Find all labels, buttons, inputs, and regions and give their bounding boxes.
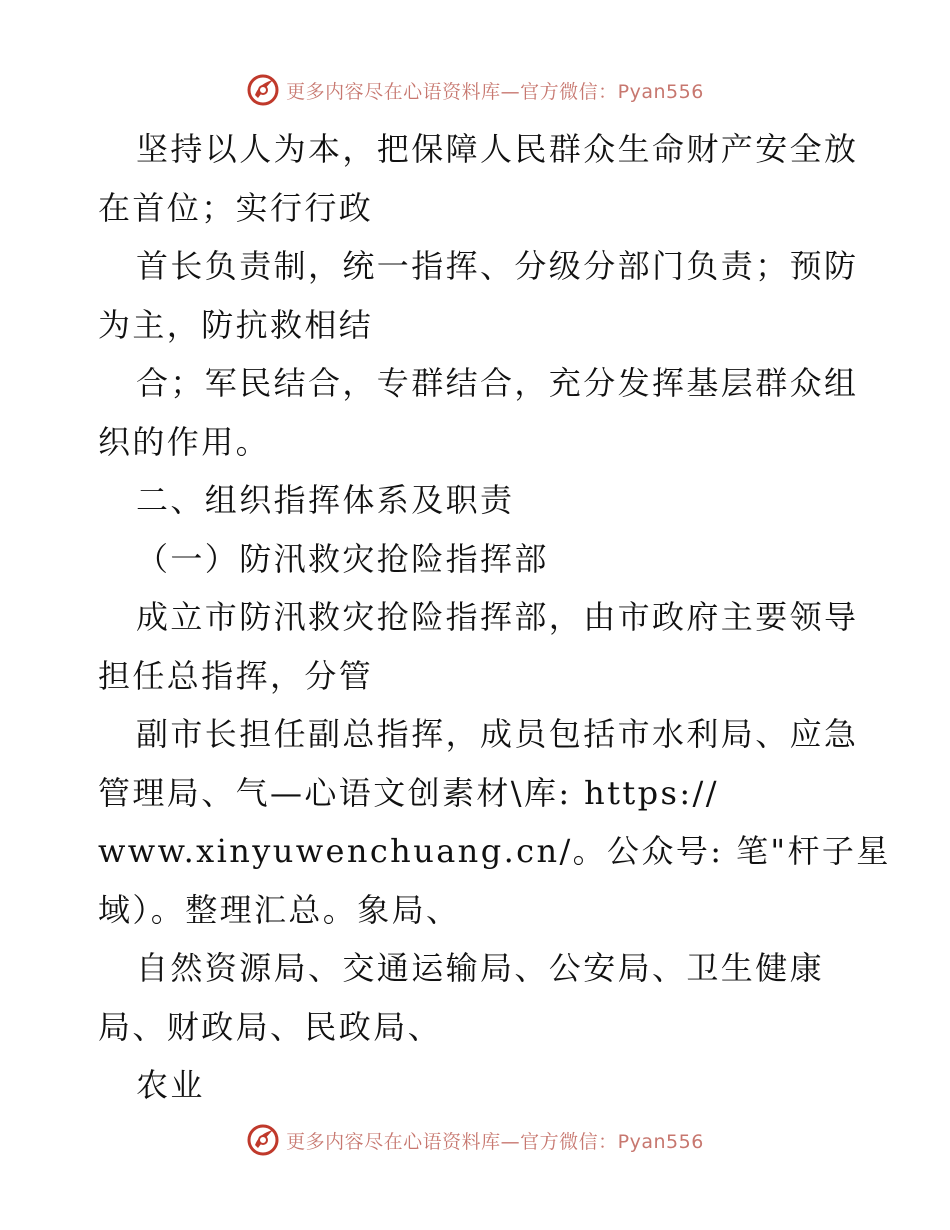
text-line: 域）。整理汇总。象局、 xyxy=(98,890,461,929)
footer-banner xyxy=(0,1120,950,1160)
text-line: www.xinyuwenchuang.cn/。公众号: 笔"杆子星 xyxy=(98,832,891,870)
text-line: 管理局、气—心语文创素材\库: https:// xyxy=(98,773,719,812)
text-line: 担任总指挥，分管 xyxy=(98,656,374,695)
text-line: 自然资源局、交通运输局、公安局、卫生健康 xyxy=(136,949,825,987)
header-banner-text: 更多内容尽在心语资料库—官方微信：Pyan556 xyxy=(286,80,704,103)
text-line: 首长负责制，统一指挥、分级分部门负责；预防 xyxy=(136,247,859,285)
header-banner xyxy=(0,70,950,110)
text-line: 二、组织指挥体系及职责 xyxy=(136,481,515,519)
brush-logo-icon xyxy=(246,1123,280,1157)
text-line: 织的作用。 xyxy=(98,422,271,461)
text-line: 为主，防抗救相结 xyxy=(98,305,374,344)
document-body xyxy=(98,120,891,1115)
text-line: 成立市防汛救灾抢险指挥部，由市政府主要领导 xyxy=(136,598,859,636)
text-line: （一）防汛救灾抢险指挥部 xyxy=(136,539,549,578)
text-line: 合；军民结合，专群结合，充分发挥基层群众组 xyxy=(136,364,859,402)
footer-banner-text: 更多内容尽在心语资料库—官方微信：Pyan556 xyxy=(286,1130,704,1153)
text-line: 农业 xyxy=(136,1066,205,1104)
text-line: 在首位；实行行政 xyxy=(98,188,374,227)
text-line: 局、财政局、民政局、 xyxy=(98,1007,443,1046)
text-line: 副市长担任副总指挥，成员包括市水利局、应急 xyxy=(136,715,859,753)
text-line: 坚持以人为本，把保障人民群众生命财产安全放 xyxy=(136,130,859,168)
brush-logo-icon xyxy=(246,73,280,107)
